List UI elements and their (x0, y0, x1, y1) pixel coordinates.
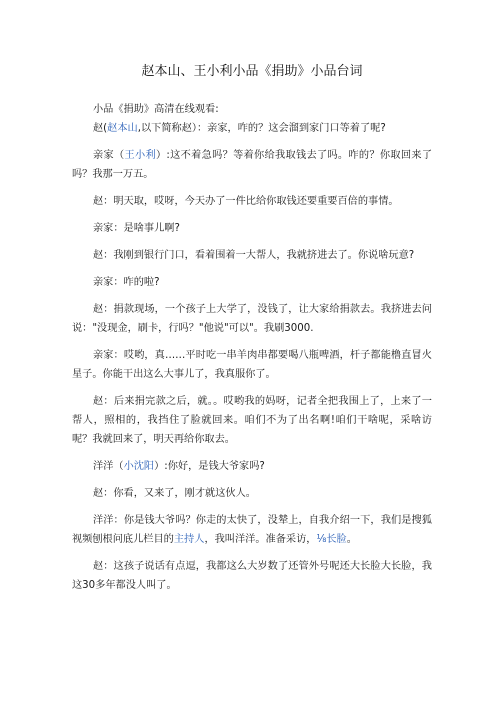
dialogue-text: ,以下简称赵）：亲家，咋的？这会溜到家门口等着了呢? (137, 123, 386, 134)
dialogue-line (72, 557, 432, 595)
dialogue-text: 赵：这孩子说话有点逗，我都这么大岁数了还管外号呢还大长脸大长脸，我这30多年都没人叫了。 (72, 561, 432, 591)
dialogue-text: 赵：明天取，哎呀，今天办了一件比给你取钱还要重要百倍的事情。 (93, 196, 399, 207)
dialogue-text: 亲家：是啥事儿啊? (93, 223, 180, 234)
dialogue-text: 赵( (93, 123, 108, 134)
dialogue-text: 。 (346, 534, 357, 545)
document-title: 赵本山、王小利小品《捐助》小品台词 (141, 64, 363, 79)
dialogue-line (72, 392, 432, 449)
inline-link[interactable]: 小沈阳 (123, 461, 155, 472)
dialogue-text: 亲家：咋的啦? (93, 277, 160, 288)
dialogue-text: 赵：我刚到银行门口，看着围着一大帮人，我就挤进去了。你说啥玩意? (93, 250, 415, 261)
dialogue-text: 洋洋（ (93, 461, 124, 472)
dialogue-line (72, 300, 432, 338)
dialogue-text: ）:这不着急吗？等着你给我取钱去了吗。咋的？你取回来了吗？我那一万五。 (72, 150, 433, 180)
dialogue-text: ）:你好，是钱大爷家吗? (154, 461, 265, 472)
dialogue-list (72, 119, 432, 595)
inline-link[interactable]: 主持人 (173, 534, 205, 545)
inline-link[interactable]: 王小利 (124, 150, 156, 161)
dialogue-text: 赵：捐款现场，一个孩子上大学了，没钱了，让大家给捐款去。我挤进去问说："没现金，刷卡，行吗？"他说"可以"。我刷3000. (72, 304, 432, 334)
dialogue-line (72, 246, 432, 265)
dialogue-line (72, 484, 432, 503)
inline-link[interactable]: 赵本山 (107, 123, 138, 134)
inline-link[interactable]: ⅛长脸 (316, 534, 347, 545)
dialogue-text: ，我叫洋洋。准备采访， (204, 534, 317, 545)
dialogue-text: 赵：你看，又来了，刚才就这伙人。 (93, 488, 256, 499)
dialogue-text: 赵：后来捐完款之后，就。。哎哟我的妈呀，记者全把我围上了，上来了一帮人，照相的，我挡住了脸就回来。咱们不为了出名啊!咱们干啥呢，采啥访呢？我就回来了，明天再给你取去。 (72, 396, 432, 445)
dialogue-line (72, 146, 432, 184)
dialogue-line (72, 119, 432, 138)
dialogue-line (72, 192, 432, 211)
dialogue-line (72, 457, 432, 476)
intro-line: 小品《捐助》高清在线观看: (93, 104, 219, 115)
dialogue-line (72, 219, 432, 238)
dialogue-text: 亲家：哎哟，真……平时吃一串羊肉串都要喝八瓶啤酒，杆子都能橹直冒火星子。你能干出这么大事儿了，我真服你了。 (72, 350, 432, 380)
dialogue-line (72, 273, 432, 292)
document-page (72, 62, 432, 603)
dialogue-text: 亲家（ (93, 150, 125, 161)
dialogue-line (72, 511, 432, 549)
dialogue-line (72, 346, 432, 384)
dialogue-text: 洋洋：你是钱大爷吗？你走的太快了，没辇上，自我介绍一下，我们是搜狐视频刨根问底儿栏目的 (72, 515, 432, 545)
